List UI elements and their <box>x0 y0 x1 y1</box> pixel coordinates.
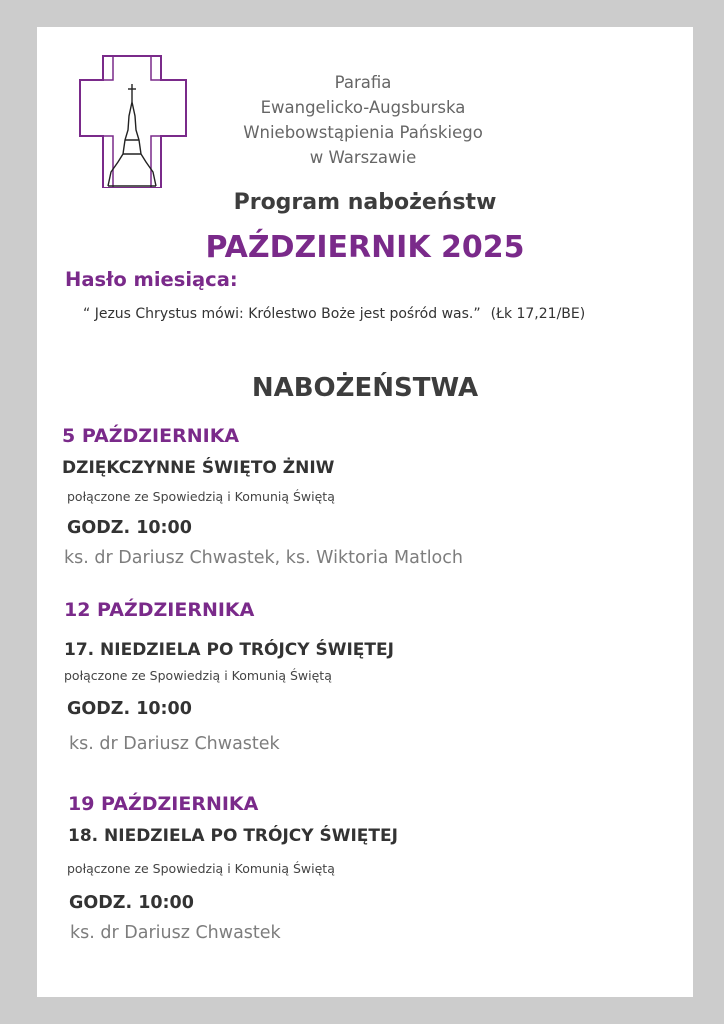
motto-reference: (Łk 17,21/BE) <box>490 306 586 322</box>
service-date: 12 PAŹDZIERNIKA <box>64 599 255 621</box>
motto-text: “ Jezus Chrystus mówi: Królestwo Boże jest pośród was.” <box>83 306 481 322</box>
parish-name <box>213 70 513 170</box>
program-title: Program nabożeństw <box>233 190 497 215</box>
service-note: połączone ze Spowiedzią i Komunią Świętą <box>67 861 335 876</box>
parish-line: w Warszawie <box>309 148 417 167</box>
service-clergy: ks. dr Dariusz Chwastek <box>69 734 280 754</box>
service-clergy: ks. dr Dariusz Chwastek <box>70 923 281 943</box>
services-title: NABOŻEŃSTWA <box>251 373 479 403</box>
service-date: 5 PAŹDZIERNIKA <box>62 425 240 447</box>
motto-label: Hasło miesiąca: <box>65 268 238 291</box>
parish-line: Wniebowstąpienia Pańskiego <box>243 123 483 142</box>
cross-church-logo-icon <box>78 54 188 188</box>
parish-line: Ewangelicko-Augsburska <box>260 98 466 117</box>
service-name: 18. NIEDZIELA PO TRÓJCY ŚWIĘTEJ <box>68 826 398 846</box>
service-time: GODZ. 10:00 <box>69 893 194 913</box>
service-name: 17. NIEDZIELA PO TRÓJCY ŚWIĘTEJ <box>64 640 394 660</box>
page-sheet <box>37 27 693 997</box>
service-time: GODZ. 10:00 <box>67 699 192 719</box>
month-title: PAŹDZIERNIK 2025 <box>205 230 525 265</box>
motto-quote <box>83 306 585 322</box>
service-note: połączone ze Spowiedzią i Komunią Świętą <box>67 489 335 504</box>
service-clergy: ks. dr Dariusz Chwastek, ks. Wiktoria Matloch <box>64 548 463 568</box>
parish-line: Parafia <box>334 73 392 92</box>
service-note: połączone ze Spowiedzią i Komunią Świętą <box>64 668 332 683</box>
service-name: DZIĘKCZYNNE ŚWIĘTO ŻNIW <box>62 458 335 478</box>
service-time: GODZ. 10:00 <box>67 518 192 538</box>
service-date: 19 PAŹDZIERNIKA <box>68 793 259 815</box>
